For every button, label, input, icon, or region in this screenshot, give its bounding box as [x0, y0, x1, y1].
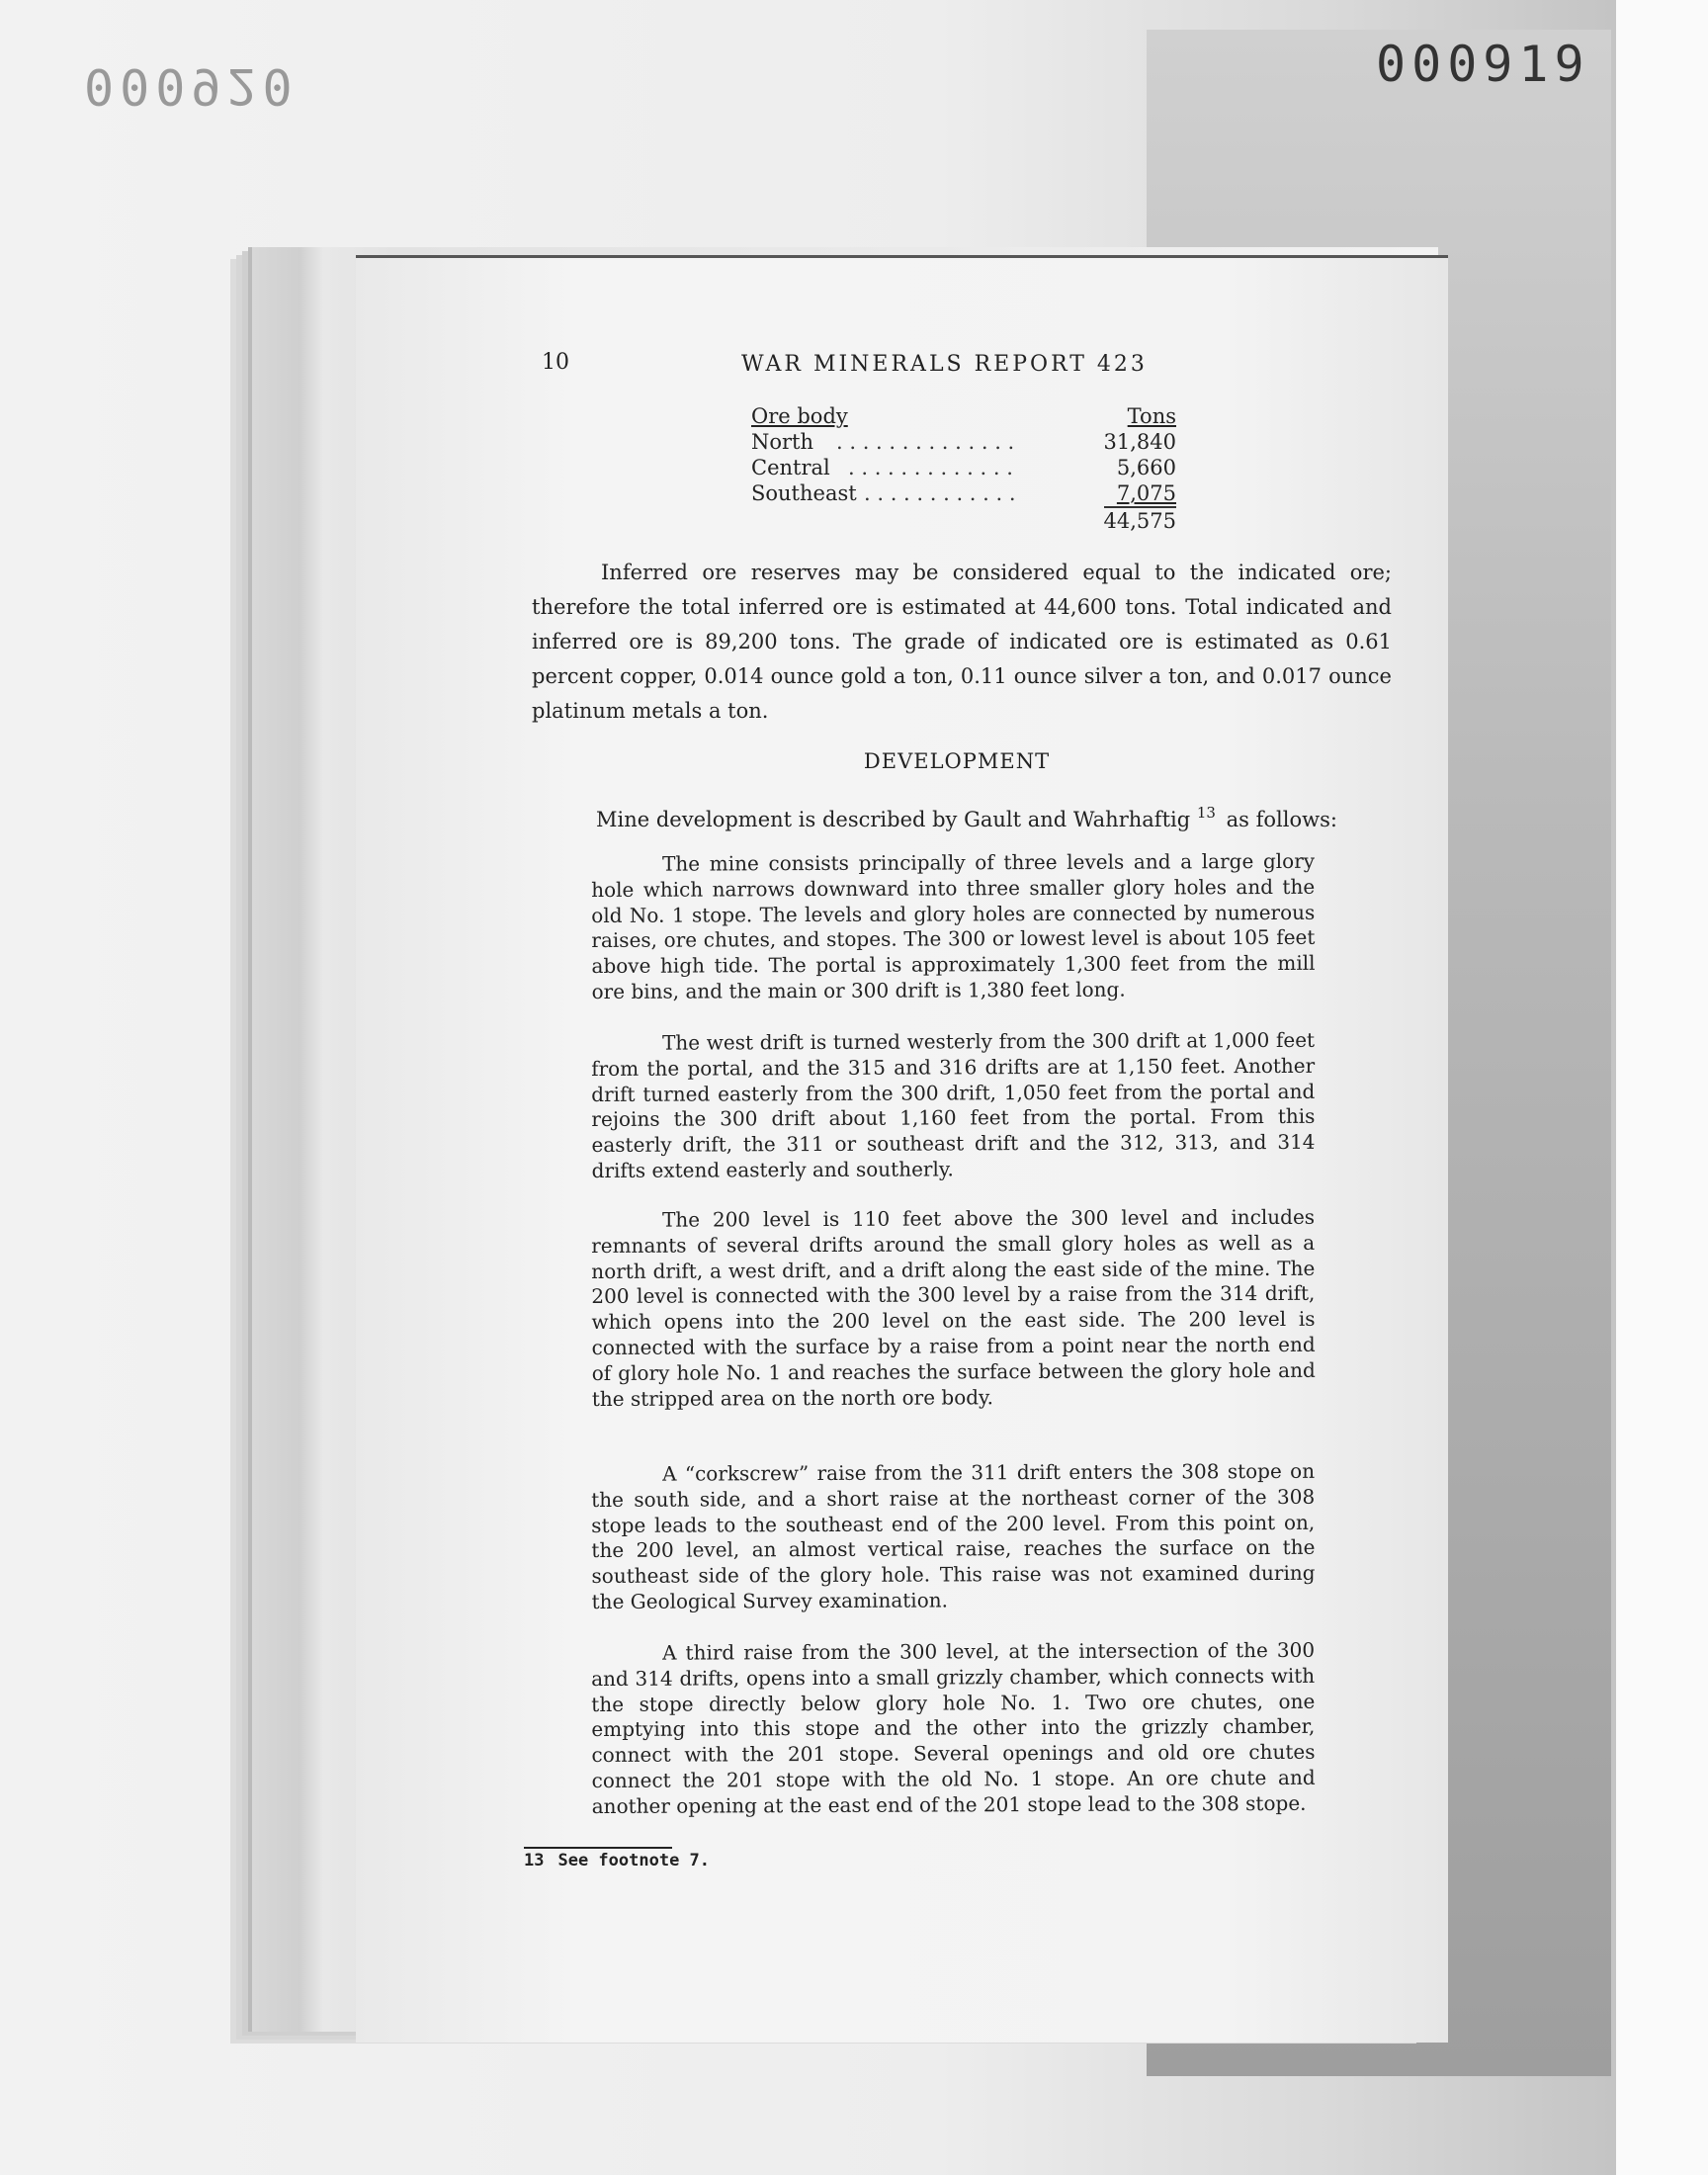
column-header-ore-body: Ore body: [751, 404, 848, 428]
dot-leader: . . . . . . . . . . . . .: [848, 456, 1013, 479]
page-header: [542, 350, 1184, 386]
ore-body-name: Central: [751, 456, 830, 479]
table-row: [751, 480, 1176, 506]
footnote-text: See footnote 7.: [557, 1851, 711, 1870]
table-header-row: [751, 403, 1176, 429]
quote-paragraph: The mine consists principally of three levels and a large glory hole which narrows downward into three smaller glory holes and the old No. 1 stope. The levels and glory holes are connected by numerous raises, ore chutes, and stopes. The 300 or lowest level is about 105 feet above high tide. The portal is approximately 1,300 feet from the mill ore bins, and the main or 300 drift is 1,380 feet long.: [591, 848, 1316, 1003]
ore-body-name: North: [751, 430, 814, 454]
footnote-rule: [524, 1847, 672, 1849]
quote-paragraph: A “corkscrew” raise from the 311 drift enters the 308 stope on the south side, and a short raise at the northeast corner of the 308 stope leads to the southeast end of the 200 level. From this point on, the 200 level, an almost vertical raise, reaches the surface on the southeast side of the glory hole. This raise was not examined during the Geological Survey examination.: [591, 1458, 1316, 1613]
reserves-paragraph: Inferred ore reserves may be considered equal to the indicated ore; therefore the total inferred ore is estimated at 44,600 tons. Total indicated and inferred ore is 89,200 tons. The grade of indicated ore is estimated as 0.61 percent copper, 0.014 ounce gold a ton, 0.11 ounce silver a ton, and 0.017 ounce platinum metals a ton.: [532, 561, 1392, 723]
development-intro: [596, 797, 1397, 835]
footnote-number: 13: [524, 1851, 545, 1870]
intro-end: as follows:: [1226, 808, 1337, 831]
ore-body-tons: 7,075: [1116, 481, 1176, 505]
page-stamp-mirrored: 000920: [84, 57, 299, 115]
footnote-ref: 13: [1196, 804, 1216, 822]
ore-body-name: Southeast: [751, 481, 857, 505]
total-tons: 44,575: [1104, 506, 1176, 534]
page-number: 10: [542, 350, 569, 375]
quote-paragraph: The west drift is turned westerly from the 300 drift at 1,000 feet from the portal, and the 315 and 316 drifts are at 1,150 feet. Another drift turned easterly from the 300 drift, 1,050 feet from the portal and rejoins the 300 drift about 1,160 feet from the portal. From this easterly drift, the 311 or southeast drift and the 312, 313, and 314 drifts extend easterly and southerly.: [591, 1027, 1316, 1182]
table-total-row: [751, 506, 1176, 532]
report-title: WAR MINERALS REPORT 423: [741, 352, 1148, 377]
page-stamp: 000919: [1376, 36, 1590, 93]
column-header-tons: Tons: [1127, 404, 1176, 428]
quote-paragraph: A third raise from the 300 level, at the intersection of the 300 and 314 drifts, opens into a small grizzly chamber, which connects with the stope directly below glory hole No. 1. Two ore chutes, one emptying into this stope and the other into the grizzly chamber, connect with the 201 stope. Several openings and old ore chutes connect the 201 stope with the old No. 1 stope. An ore chute and another opening at the east end of the 201 stope lead to the 308 stope.: [591, 1637, 1316, 1818]
ore-body-tons: 5,660: [1116, 456, 1176, 479]
ore-reserves-table: [751, 403, 1176, 532]
scan-margin: [1616, 0, 1708, 2175]
table-row: [751, 455, 1176, 480]
dot-leader: . . . . . . . . . . . .: [864, 481, 1016, 505]
section-heading: DEVELOPMENT: [863, 749, 1051, 773]
ore-body-tons: 31,840: [1103, 430, 1176, 454]
footnote: [524, 1851, 710, 1870]
table-row: [751, 429, 1176, 455]
intro-text: Mine development is described by Gault and Wahrhaftig: [596, 808, 1191, 831]
quote-paragraph: The 200 level is 110 feet above the 300 level and includes remnants of several drifts around the small glory holes as well as a north drift, a west drift, and a drift along the east side of the mine. The 200 level is connected with the 300 level by a raise from the 314 drift, which opens into the 200 level on the east side. The 200 level is connected with the surface by a raise from a point near the north end of glory hole No. 1 and reaches the surface between the glory hole and the stripped area on the north ore body.: [591, 1204, 1316, 1411]
dot-leader: . . . . . . . . . . . . . .: [836, 430, 1015, 454]
